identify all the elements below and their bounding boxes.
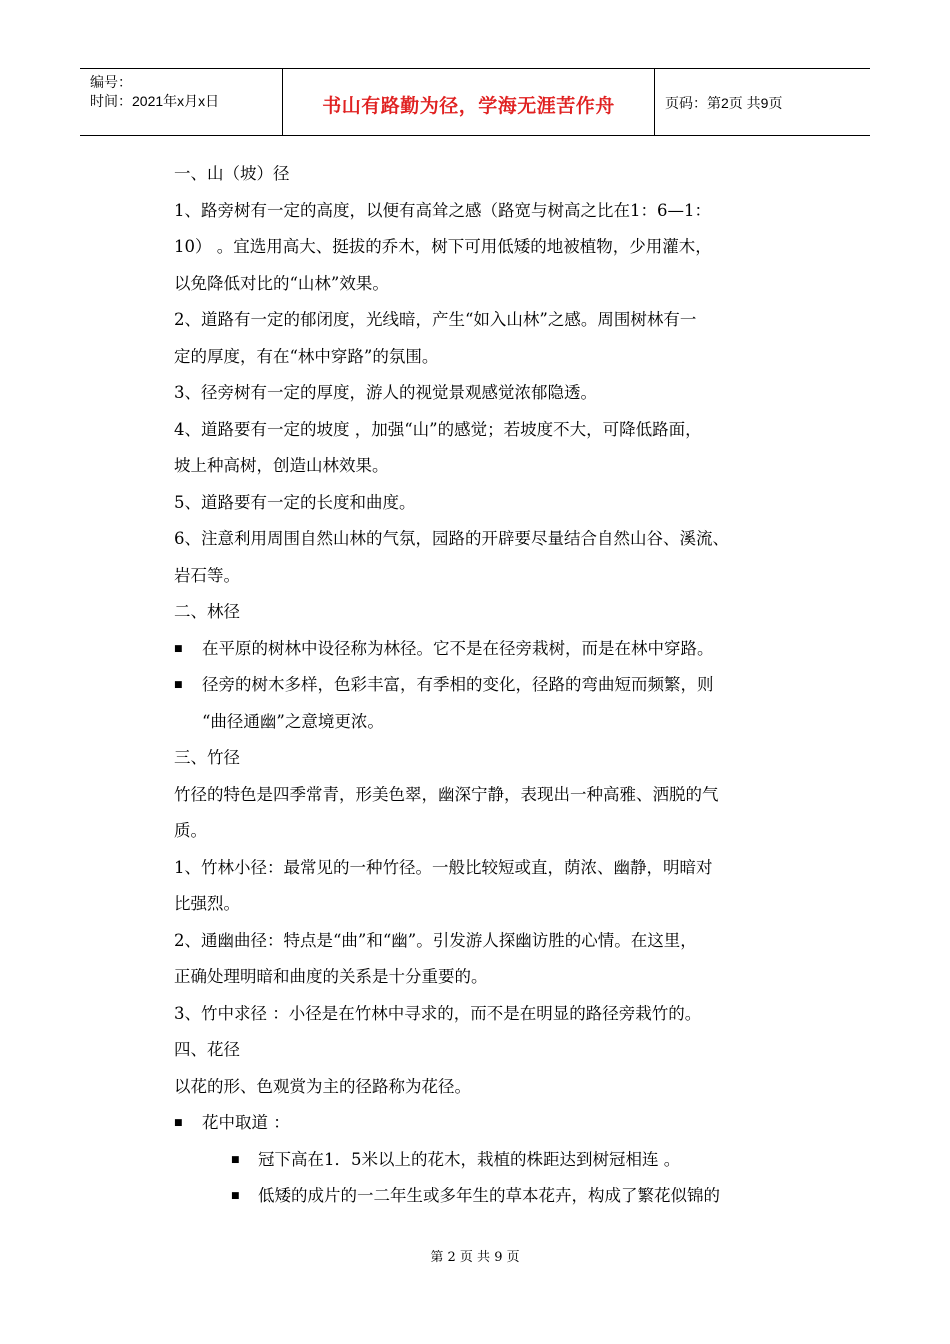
section-heading: 四、花径: [174, 1040, 240, 1059]
page-footer: 第 2 页 共 9 页: [430, 1250, 520, 1265]
bullet-square-icon: [231, 1178, 240, 1215]
sub-bullet-item: [174, 1142, 834, 1179]
bullet-text: 冠下高在1．5米以上的花木，栽植的株距达到树冠相连 。: [258, 1149, 681, 1169]
paragraph-line: 4、道路要有一定的坡度 ，加强“山”的感觉；若坡度不大，可降低路面，: [174, 419, 702, 439]
paragraph-line: 6、注意利用周围自然山林的气氛，园路的开辟要尽量结合自然山谷、溪流、: [174, 529, 729, 548]
paragraph-line: 坡上种高树，创造山林效果。: [174, 456, 389, 475]
header-motto-cell: [283, 69, 655, 135]
bullet-item: [174, 667, 834, 704]
page-code: 页码：第2页 共9页: [665, 95, 783, 111]
bullet-square-icon: [174, 631, 183, 668]
paragraph-line: 定的厚度，有在“林中穿路”的氛围。: [174, 346, 439, 366]
bullet-item: [174, 631, 834, 668]
paragraph-line: 3、径旁树有一定的厚度，游人的视觉景观感觉浓郁隐透。: [174, 383, 597, 402]
bullet-text: 花中取道 ：: [202, 1113, 290, 1132]
paragraph-line: 2、通幽曲径：特点是“曲”和“幽”。引发游人探幽访胜的心情。在这里，: [174, 930, 697, 950]
bullet-text: 径旁的树木多样，色彩丰富，有季相的变化，径路的弯曲短而频繁，则: [202, 675, 714, 694]
motto: 书山有路勤为径，学海无涯苦作舟: [322, 94, 615, 117]
bullet-square-icon: [231, 1142, 240, 1179]
bullet-text: 在平原的树林中设径称为林径。它不是在径旁栽树，而是在林中穿路。: [202, 638, 714, 658]
paragraph-line: 质。: [174, 821, 207, 840]
paragraph-line: 岩石等。: [174, 565, 240, 585]
time-label: 时间：2021年x月x日: [90, 93, 220, 109]
paragraph-line: 1、竹林小径：最常见的一种竹径。一般比较短或直，荫浓、幽静，明暗对: [174, 857, 713, 877]
bullet-square-icon: [174, 667, 183, 704]
section-heading: 二、林径: [174, 602, 240, 621]
bullet-continuation: “曲径通幽”之意境更浓。: [202, 711, 384, 731]
paragraph-line: 正确处理明暗和曲度的关系是十分重要的。: [174, 967, 488, 986]
paragraph-line: 以花的形、色观赏为主的径路称为花径。: [174, 1076, 471, 1096]
paragraph-line: 3、竹中求径 ：小径是在竹林中寻求的，而不是在明显的路径旁栽竹的。: [174, 1003, 702, 1023]
header-table: [80, 68, 870, 136]
bullet-square-icon: [174, 1105, 183, 1142]
header-info-cell: [80, 69, 283, 135]
sub-bullet-item: [174, 1178, 834, 1215]
paragraph-line: 5、道路要有一定的长度和曲度。: [174, 492, 416, 512]
paragraph-line: 10） 。宜选用高大、挺拔的乔木，树下可用低矮的地被植物，少用灌木，: [174, 237, 712, 256]
paragraph-line: 2、道路有一定的郁闭度，光线暗，产生“如入山林”之感。周围树林有一: [174, 310, 697, 329]
bullet-text: 低矮的成片的一二年生或多年生的草本花卉，构成了繁花似锦的: [258, 1186, 720, 1205]
number-label: 编号：: [90, 74, 132, 90]
paragraph-line: 以免降低对比的“山林”效果。: [174, 273, 389, 293]
paragraph-line: 1、路旁树有一定的高度，以便有高耸之感（路宽与树高之比在1：6—1：: [174, 200, 711, 220]
section-heading: 一、山（坡）径: [174, 164, 290, 183]
header-page-cell: [655, 69, 870, 135]
paragraph-line: 比强烈。: [174, 894, 240, 913]
document-body: [174, 156, 834, 1215]
bullet-item: [174, 1105, 834, 1142]
paragraph-line: 竹径的特色是四季常青，形美色翠，幽深宁静，表现出一种高雅、洒脱的气: [174, 784, 719, 804]
section-heading: 三、竹径: [174, 748, 240, 767]
